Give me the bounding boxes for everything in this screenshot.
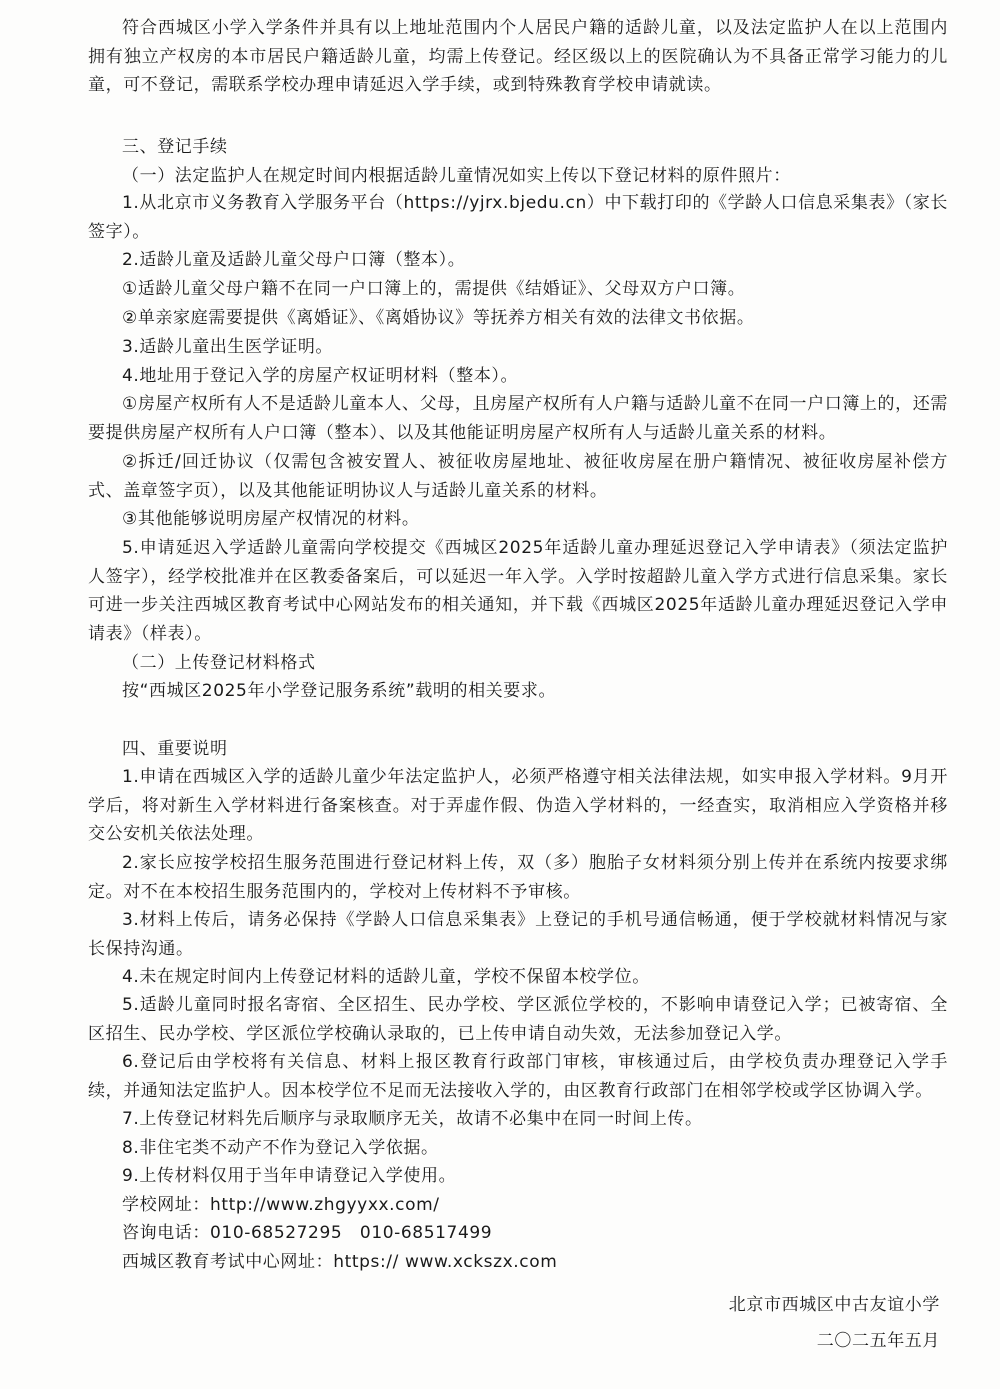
note-6: 6.登记后由学校将有关信息、材料上报区教育行政部门审核，审核通过后，由学校负责办理登记入学手续，并通知法定监护人。因本校学位不足而无法接收入学的，由区教育行政部门在相邻学校或学区协调入学。: [88, 1052, 948, 1101]
item-2: 2.适龄儿童及适龄儿童父母户口簿（整本）。: [122, 250, 466, 270]
note-5: 5.适龄儿童同时报名寄宿、全区招生、民办学校、学区派位学校的，不影响申请登记入学；已被寄宿、全区招生、民办学校、学区派位学校确认录取的，已上传申请自动失效，无法参加登记入学。: [88, 995, 948, 1044]
section-4-title: 四、重要说明: [122, 739, 228, 759]
note-3: 3.材料上传后，请务必保持《学龄人口信息采集表》上登记的手机号通信畅通，便于学校就材料情况与家长保持沟通。: [88, 910, 948, 959]
note-9: 9.上传材料仅用于当年申请登记入学使用。: [122, 1166, 457, 1186]
item-4a: ①房屋产权所有人不是适龄儿童本人、父母，且房屋产权所有人户籍与适龄儿童不在同一户口簿上的，还需要提供房屋产权所有人户口簿（整本）、以及其他能证明房屋产权所有人与适龄儿童关系的材料。: [88, 394, 948, 443]
section-3-sub-2-text: 按“西城区2025年小学登记服务系统”载明的相关要求。: [122, 681, 557, 701]
school-website: 学校网址：http://www.zhgyyxx.com/: [122, 1195, 440, 1215]
contact-phone: 咨询电话：010-68527295 010-68517499: [122, 1223, 493, 1243]
note-7: 7.上传登记材料先后顺序与录取顺序无关，故请不必集中在同一时间上传。: [122, 1109, 703, 1129]
note-1: 1.申请在西城区入学的适龄儿童少年法定监护人，必须严格遵守相关法律法规，如实申报入学材料。9月开学后，将对新生入学材料进行备案核查。对于弄虚作假、伪造入学材料的，一经查实，取消相应入学资格并移交公安机关依法处理。: [88, 767, 948, 844]
item-2a: ①适龄儿童父母户籍不在同一户口簿上的，需提供《结婚证》、父母双方户口簿。: [122, 279, 746, 299]
item-3: 3.适龄儿童出生医学证明。: [122, 337, 334, 357]
item-5: 5.申请延迟入学适龄儿童需向学校提交《西城区2025年适龄儿童办理延迟登记入学申请表》（须法定监护人签字），经学校批准并在区教委备案后，可以延迟一年入学。入学时按超龄儿童入学方式进行信息采集。家长可进一步关注西城区教育考试中心网站发布的相关通知，并下载《西城区2025年适龄儿童办理延迟登记入学申请表》（样表）。: [88, 538, 948, 644]
note-2: 2.家长应按学校招生服务范围进行登记材料上传，双（多）胞胎子女材料须分别上传并在系统内按要求绑定。对不在本校招生服务范围内的，学校对上传材料不予审核。: [88, 853, 948, 902]
note-8: 8.非住宅类不动产不作为登记入学依据。: [122, 1138, 439, 1158]
item-4b: ②拆迁/回迁协议（仅需包含被安置人、被征收房屋地址、被征收房屋在册户籍情况、被征收房屋补偿方式、盖章签字页），以及其他能证明协议人与适龄儿童关系的材料。: [88, 452, 948, 501]
exam-center-website: 西城区教育考试中心网址：https:// www.xckszx.com: [122, 1252, 558, 1272]
signature-date: 二〇二五年五月: [816, 1331, 940, 1351]
school-signature: 北京市西城区中古友谊小学: [728, 1295, 940, 1315]
item-2b: ②单亲家庭需要提供《离婚证》、《离婚协议》等抚养方相关有效的法律文书依据。: [122, 308, 755, 328]
item-4c: ③其他能够说明房屋产权情况的材料。: [122, 509, 420, 529]
section-3-sub-2: （二）上传登记材料格式: [122, 653, 316, 673]
note-4: 4.未在规定时间内上传登记材料的适龄儿童，学校不保留本校学位。: [122, 967, 650, 987]
item-1: 1.从北京市义务教育入学服务平台（https://yjrx.bjedu.cn）中下载打印的《学龄人口信息采集表》（家长签字）。: [88, 193, 948, 242]
intro-paragraph: 符合西城区小学入学条件并具有以上地址范围内个人居民户籍的适龄儿童，以及法定监护人在以上范围内拥有独立产权房的本市居民户籍适龄儿童，均需上传登记。经区级以上的医院确认为不具备正常学习能力的儿童，可不登记，需联系学校办理申请延迟入学手续，或到特殊教育学校申请就读。: [88, 18, 948, 95]
section-3-sub-1: （一）法定监护人在规定时间内根据适龄儿童情况如实上传以下登记材料的原件照片：: [122, 166, 791, 186]
section-3-title: 三、登记手续: [122, 137, 228, 157]
item-4: 4.地址用于登记入学的房屋产权证明材料（整本）。: [122, 366, 519, 386]
